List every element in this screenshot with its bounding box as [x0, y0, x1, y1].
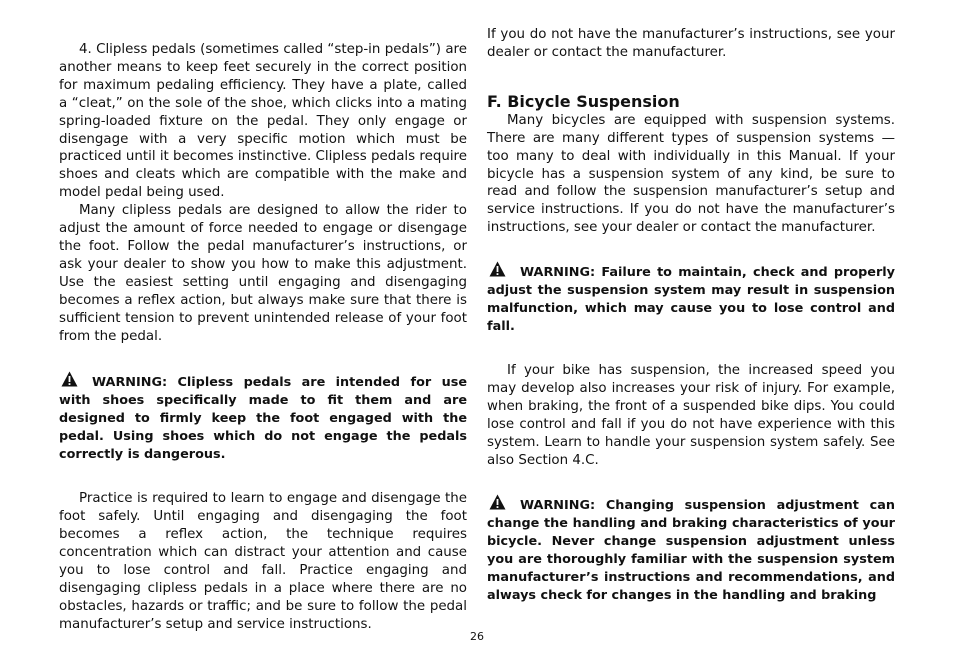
suspension-intro-paragraph: Many bicycles are equipped with suspension systems. There are many different types of suspension systems — too many to deal with individually in this Manual. If your bicycle has a suspension system of any kind, be sure to read and follow the suspension manufacturer’s setup and service instructions. If you do not have the manufacturer’s instructions, see your dealer or contact the manufacturer. [487, 112, 895, 236]
section-heading: F. Bicycle Suspension [487, 91, 680, 111]
clipless-pedals-paragraph: 4. Clipless pedals (sometimes called “step-in pedals”) are another means to keep feet securely in the correct position for maximum pedaling efficiency. They have a plate, called a “cleat,” on the sole of the shoe, which clicks into a mating spring-loaded fixture on the pedal. They only engage or disengage with a very specific motion which must be practiced until it becomes instinctive. Clipless pedals require shoes and cleats which are compatible with the make and model pedal being used. [59, 42, 467, 201]
suspension-maintenance-warning-text: WARNING: Failure to maintain, check and properly adjust the suspension system may result in suspension malfunction, which may cause you to lose control and fall. [487, 265, 895, 335]
suspension-adjustment-warning [487, 494, 895, 605]
suspension-maintenance-warning [487, 261, 895, 336]
clipless-warning-text: WARNING: Clipless pedals are intended for use with shoes specifically made to fit them and are designed to firmly keep the foot engaged with the pedal. Using shoes which do not engage the pedals correctly is dangerous. [59, 375, 467, 463]
warning-triangle-icon [489, 261, 506, 277]
practice-paragraph: Practice is required to learn to engage and disengage the foot safely. Until engaging and disengaging the foot becomes a reflex action, the technique requires concentration which can distract your attention and cause you to lose control and fall. Practice engaging and disengaging clipless pedals in a place where there are no obstacles, hazards or traffic; and be sure to follow the pedal manufacturer’s setup and service instructions. [59, 491, 467, 632]
warning-triangle-icon [489, 494, 506, 510]
warning-triangle-icon [61, 371, 78, 387]
instructions-continued-paragraph: If you do not have the manufacturer’s instructions, see your dealer or contact the manufacturer. [487, 27, 895, 60]
suspension-speed-paragraph: If your bike has suspension, the increased speed you may develop also increases your risk of injury. For example, when braking, the front of a suspended bike dips. You could lose control and fall if you do not have experience with this system. Learn to handle your suspension system safely. See also Section 4.C. [487, 363, 895, 468]
pedal-adjustment-paragraph: Many clipless pedals are designed to allow the rider to adjust the amount of force needed to engage or disengage the foot. Follow the pedal manufacturer’s instructions, or ask your dealer to show you how to make this adjustment. Use the easiest setting until engaging and disengaging becomes a reflex action, but always make sure that there is sufficient tension to prevent unintended release of your foot from the pedal. [59, 203, 467, 344]
right-column [487, 26, 895, 605]
clipless-warning [59, 371, 467, 464]
page-number: 26 [470, 630, 484, 643]
suspension-adjustment-warning-text: WARNING: Changing suspension adjustment can change the handling and braking characteristics of your bicycle. Never change suspension adjustment unless you are thoroughly familiar with the suspension system manufacturer’s instructions and recommendations, and always check for changes in the handling and braking [487, 497, 895, 603]
left-column [59, 26, 467, 634]
